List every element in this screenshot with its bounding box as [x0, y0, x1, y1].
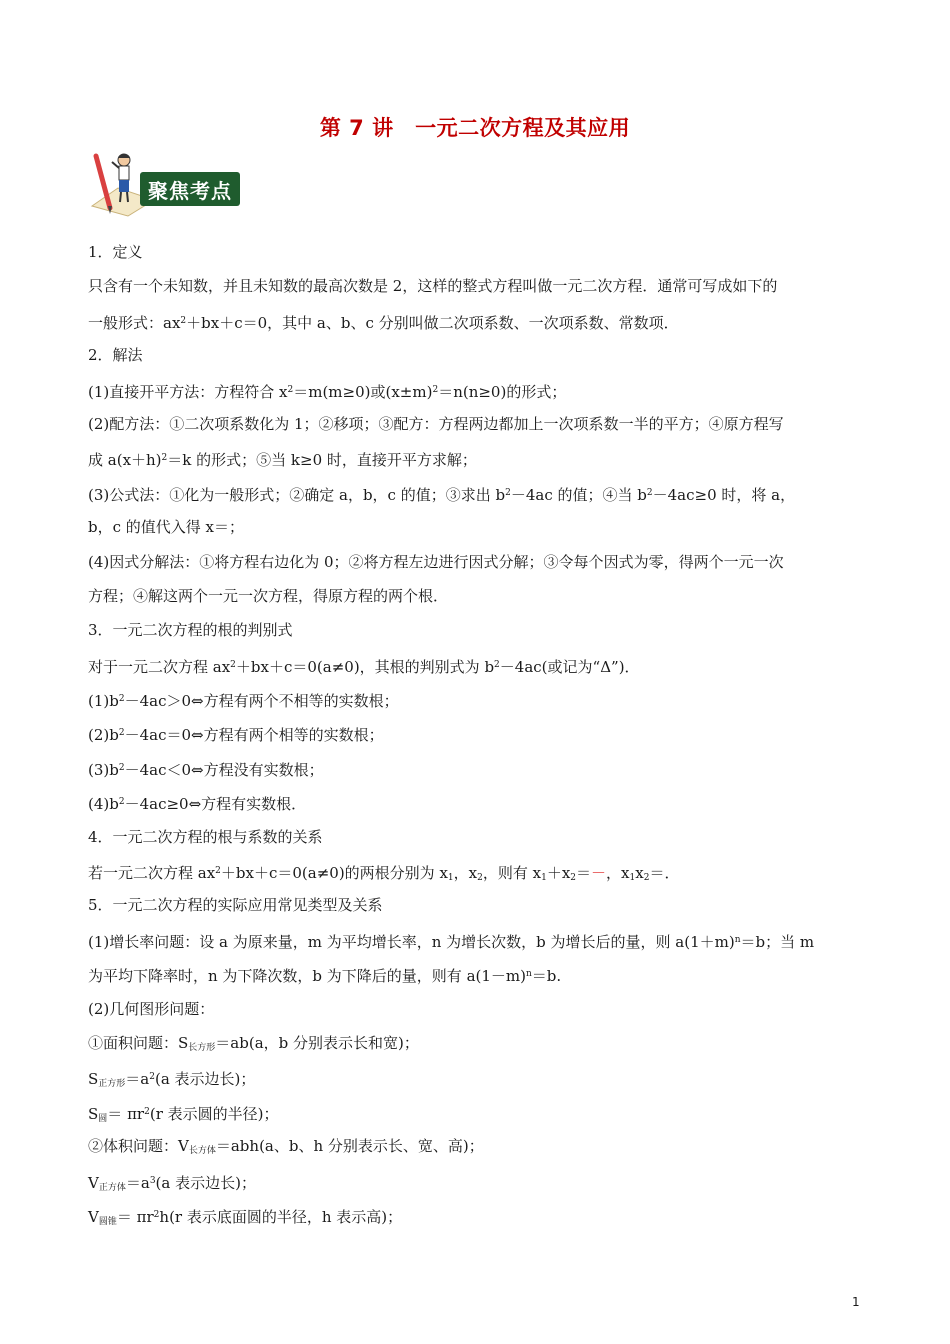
case-line: $(1)b^2-4ac>0\Leftrightarrow$方程有两个不相等的实数根；: [88, 692, 399, 711]
paragraph-line: 若一元二次方程 $ax^2+bx+c=0(a\ne 0)$的两根分别为 $x_1$，$x_2$，则有 $x_1+x_2=-$，$x_1x_2=$．: [88, 864, 680, 884]
formula-line: $V_{正方体}=a^3(a$ 表示边长)；: [88, 1173, 256, 1193]
main-content: [88, 235, 868, 1232]
method-line: 成 $a(x+h)^2=k$ 的形式；⑤当 k≥0 时，直接开平方求解；: [88, 451, 477, 470]
formula-line: $V_{圆锥}= \pi r^2h(r$ 表示底面圆的半径，h 表示高)；: [88, 1207, 403, 1227]
method-line: (2)配方法：①二次项系数化为 1；②移项；③配方：方程两边都加上一次项系数一半的平方；④原方程写: [88, 414, 784, 433]
method-line: (4)因式分解法：①将方程右边化为 0；②将方程左边进行因式分解；③令每个因式为零，得两个一元一次: [88, 552, 784, 571]
section-heading: 5．一元二次方程的实际应用常见类型及关系: [88, 896, 383, 915]
page-number: 1: [852, 1295, 860, 1309]
paragraph-line: (1)增长率问题：设 a 为原来量，m 为平均增长率，n 为增长次数，b 为增长后的量，则 $a(1+m)^n=b$；当 m: [88, 932, 815, 951]
case-line: $(4)b^2-4ac\ge 0\Leftrightarrow$方程有实数根．: [88, 795, 307, 814]
section-heading: 3．一元二次方程的根的判别式: [88, 621, 293, 640]
paragraph-line: 一般形式：$ax^2+bx+c=0$，其中 a、b、c 分别叫做二次项系数、一次项系数、常数项．: [88, 313, 679, 332]
formula-line: $S_{正方形}=a^2(a$ 表示边长)；: [88, 1070, 256, 1090]
formula-line: ①面积问题：$S_{长方形}=ab(a$，b 分别表示长和宽)；: [88, 1033, 419, 1053]
page-title: 第 7 讲 一元二次方程及其应用: [319, 116, 631, 140]
formula-line: ②体积问题：$V_{长方体}=abh(a$、b、h 分别表示长、宽、高)；: [88, 1137, 484, 1157]
method-line: (3)公式法：①化为一般形式；②确定 a，b，c 的值；③求出 $b^2-4ac$ 的值；④当 $b^2-4ac\ge 0$ 时，将 a，: [88, 485, 796, 504]
case-line: $(3)b^2-4ac<0\Leftrightarrow$方程没有实数根；: [88, 760, 324, 779]
method-line: (1)直接开平方法：方程符合 $x^2=m(m\ge 0)$或$(x\pm m)^2=n(n\ge 0)$的形式；: [88, 382, 567, 401]
method-line: b，c 的值代入得 x＝；: [88, 518, 244, 537]
formula-line: $S_圆= \pi r^2(r$ 表示圆的半径)；: [88, 1104, 279, 1124]
paragraph-line: 只含有一个未知数，并且未知数的最高次数是 2，这样的整式方程叫做一元二次方程．通常可写成如下的: [88, 277, 778, 296]
method-line: 方程；④解这两个一元一次方程，得原方程的两个根．: [88, 586, 449, 605]
section-heading: 1．定义: [88, 243, 143, 261]
section-heading: 4．一元二次方程的根与系数的关系: [88, 827, 323, 846]
paragraph-line: 对于一元二次方程 $ax^2+bx+c=0(a\ne 0)$，其根的判别式为 $b^2-4ac$(或记为“Δ”)．: [88, 657, 640, 676]
paragraph-line: 为平均下降率时，n 为下降次数，b 为下降后的量，则有 $a(1-m)^n=b$.: [88, 967, 562, 986]
section-badge: [88, 148, 248, 218]
paragraph-line: (2)几何图形问题：: [88, 999, 215, 1018]
badge-label: 聚焦考点: [148, 179, 232, 203]
case-line: $(2)b^2-4ac=0\Leftrightarrow$方程有两个相等的实数根；: [88, 726, 384, 745]
section-heading: 2．解法: [88, 346, 143, 365]
